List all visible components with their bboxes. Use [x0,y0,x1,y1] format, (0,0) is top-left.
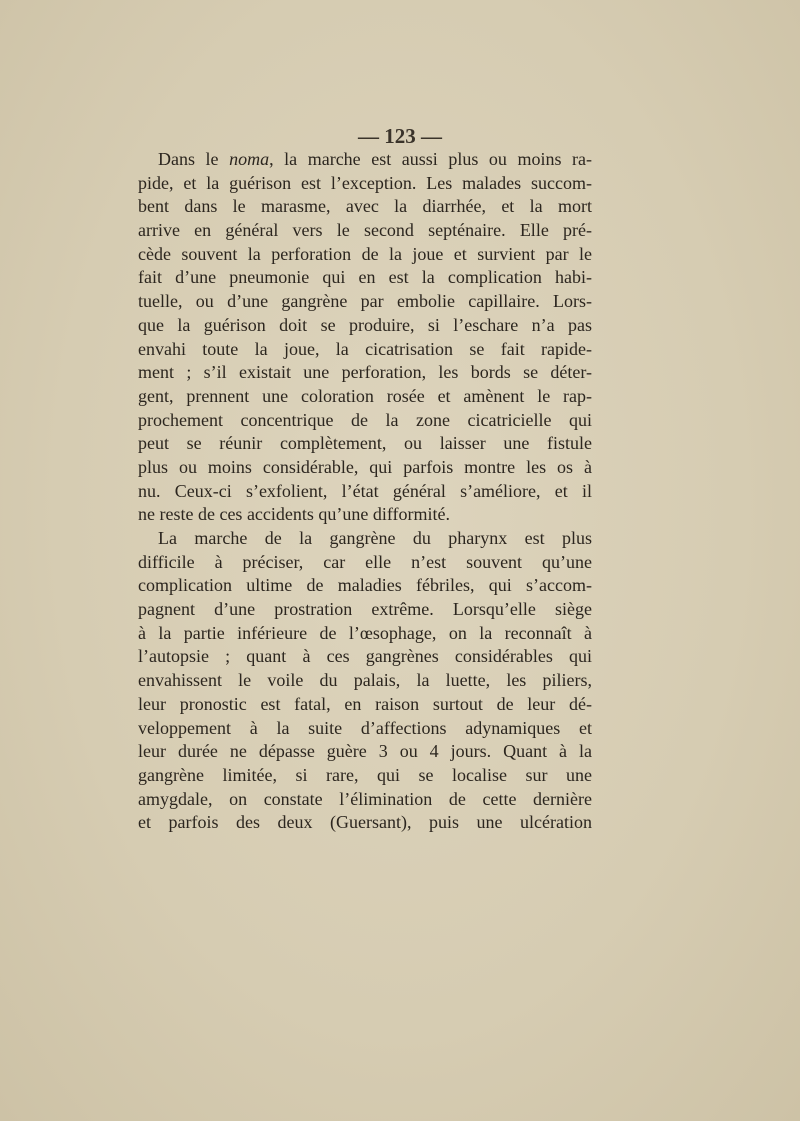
page-number: — 123 — [358,124,442,148]
text-line: pagnent d’une prostration extrême. Lorsqu’elle siège [138,599,592,620]
text-line: difficile à préciser, car elle n’est souvent qu’une [138,551,592,572]
text-line: leur durée ne dépasse guère 3 ou 4 jours. Quant à la [138,741,592,762]
text-line: leur pronostic est fatal, en raison surtout de leur dé- [138,693,592,714]
text-line [138,148,592,172]
text-line: complication ultime de maladies fébriles, qui s’accom- [138,575,592,596]
text-fragment: , la marche est aussi plus ou moins ra- [269,149,592,169]
text-line: ment ; s’il existait une perforation, les bords se déter- [138,362,592,383]
text-line: à la partie inférieure de l’œsophage, on la reconnaît à [138,622,592,643]
text-line: pide, et la guérison est l’exception. Les malades succom- [138,172,592,193]
text-line: cède souvent la perforation de la joue et survient par le [138,243,592,264]
text-line: nu. Ceux-ci s’exfolient, l’état général s’améliore, et il [138,480,592,501]
text-line: l’autopsie ; quant à ces gangrènes considérables qui [138,646,592,667]
text-line: plus ou moins considérable, qui parfois montre les os à [138,456,592,477]
text-line: et parfois des deux (Guersant), puis une ulcération [138,812,592,833]
text-line: gent, prennent une coloration rosée et amènent le rap- [138,385,592,406]
italic-term: noma [229,149,270,169]
text-line: amygdale, on constate l’élimination de cette dernière [138,788,592,809]
text-line: bent dans le marasme, avec la diarrhée, et la mort [138,196,592,217]
text-line: fait d’une pneumonie qui en est la complication habi- [138,267,592,288]
text-line: gangrène limitée, si rare, qui se localise sur une [138,764,592,785]
text-line: que la guérison doit se produire, si l’eschare n’a pas [138,314,592,335]
text-line: La marche de la gangrène du pharynx est plus [158,528,592,548]
body-text [138,148,592,835]
text-fragment: Dans le [158,149,230,169]
text-line: arrive en général vers le second septénaire. Elle pré- [138,220,592,241]
text-line: tuelle, ou d’une gangrène par embolie capillaire. Lors- [138,291,592,312]
text-line: ne reste de ces accidents qu’une difformité. [138,504,451,525]
text-line: envahissent le voile du palais, la luette, les piliers, [138,670,592,691]
text-line: envahi toute la joue, la cicatrisation se fait rapide- [138,338,592,359]
text-line: prochement concentrique de la zone cicatricielle qui [138,409,592,430]
text-line: peut se réunir complètement, ou laisser une fistule [138,433,592,454]
text-line: veloppement à la suite d’affections adynamiques et [138,717,592,738]
